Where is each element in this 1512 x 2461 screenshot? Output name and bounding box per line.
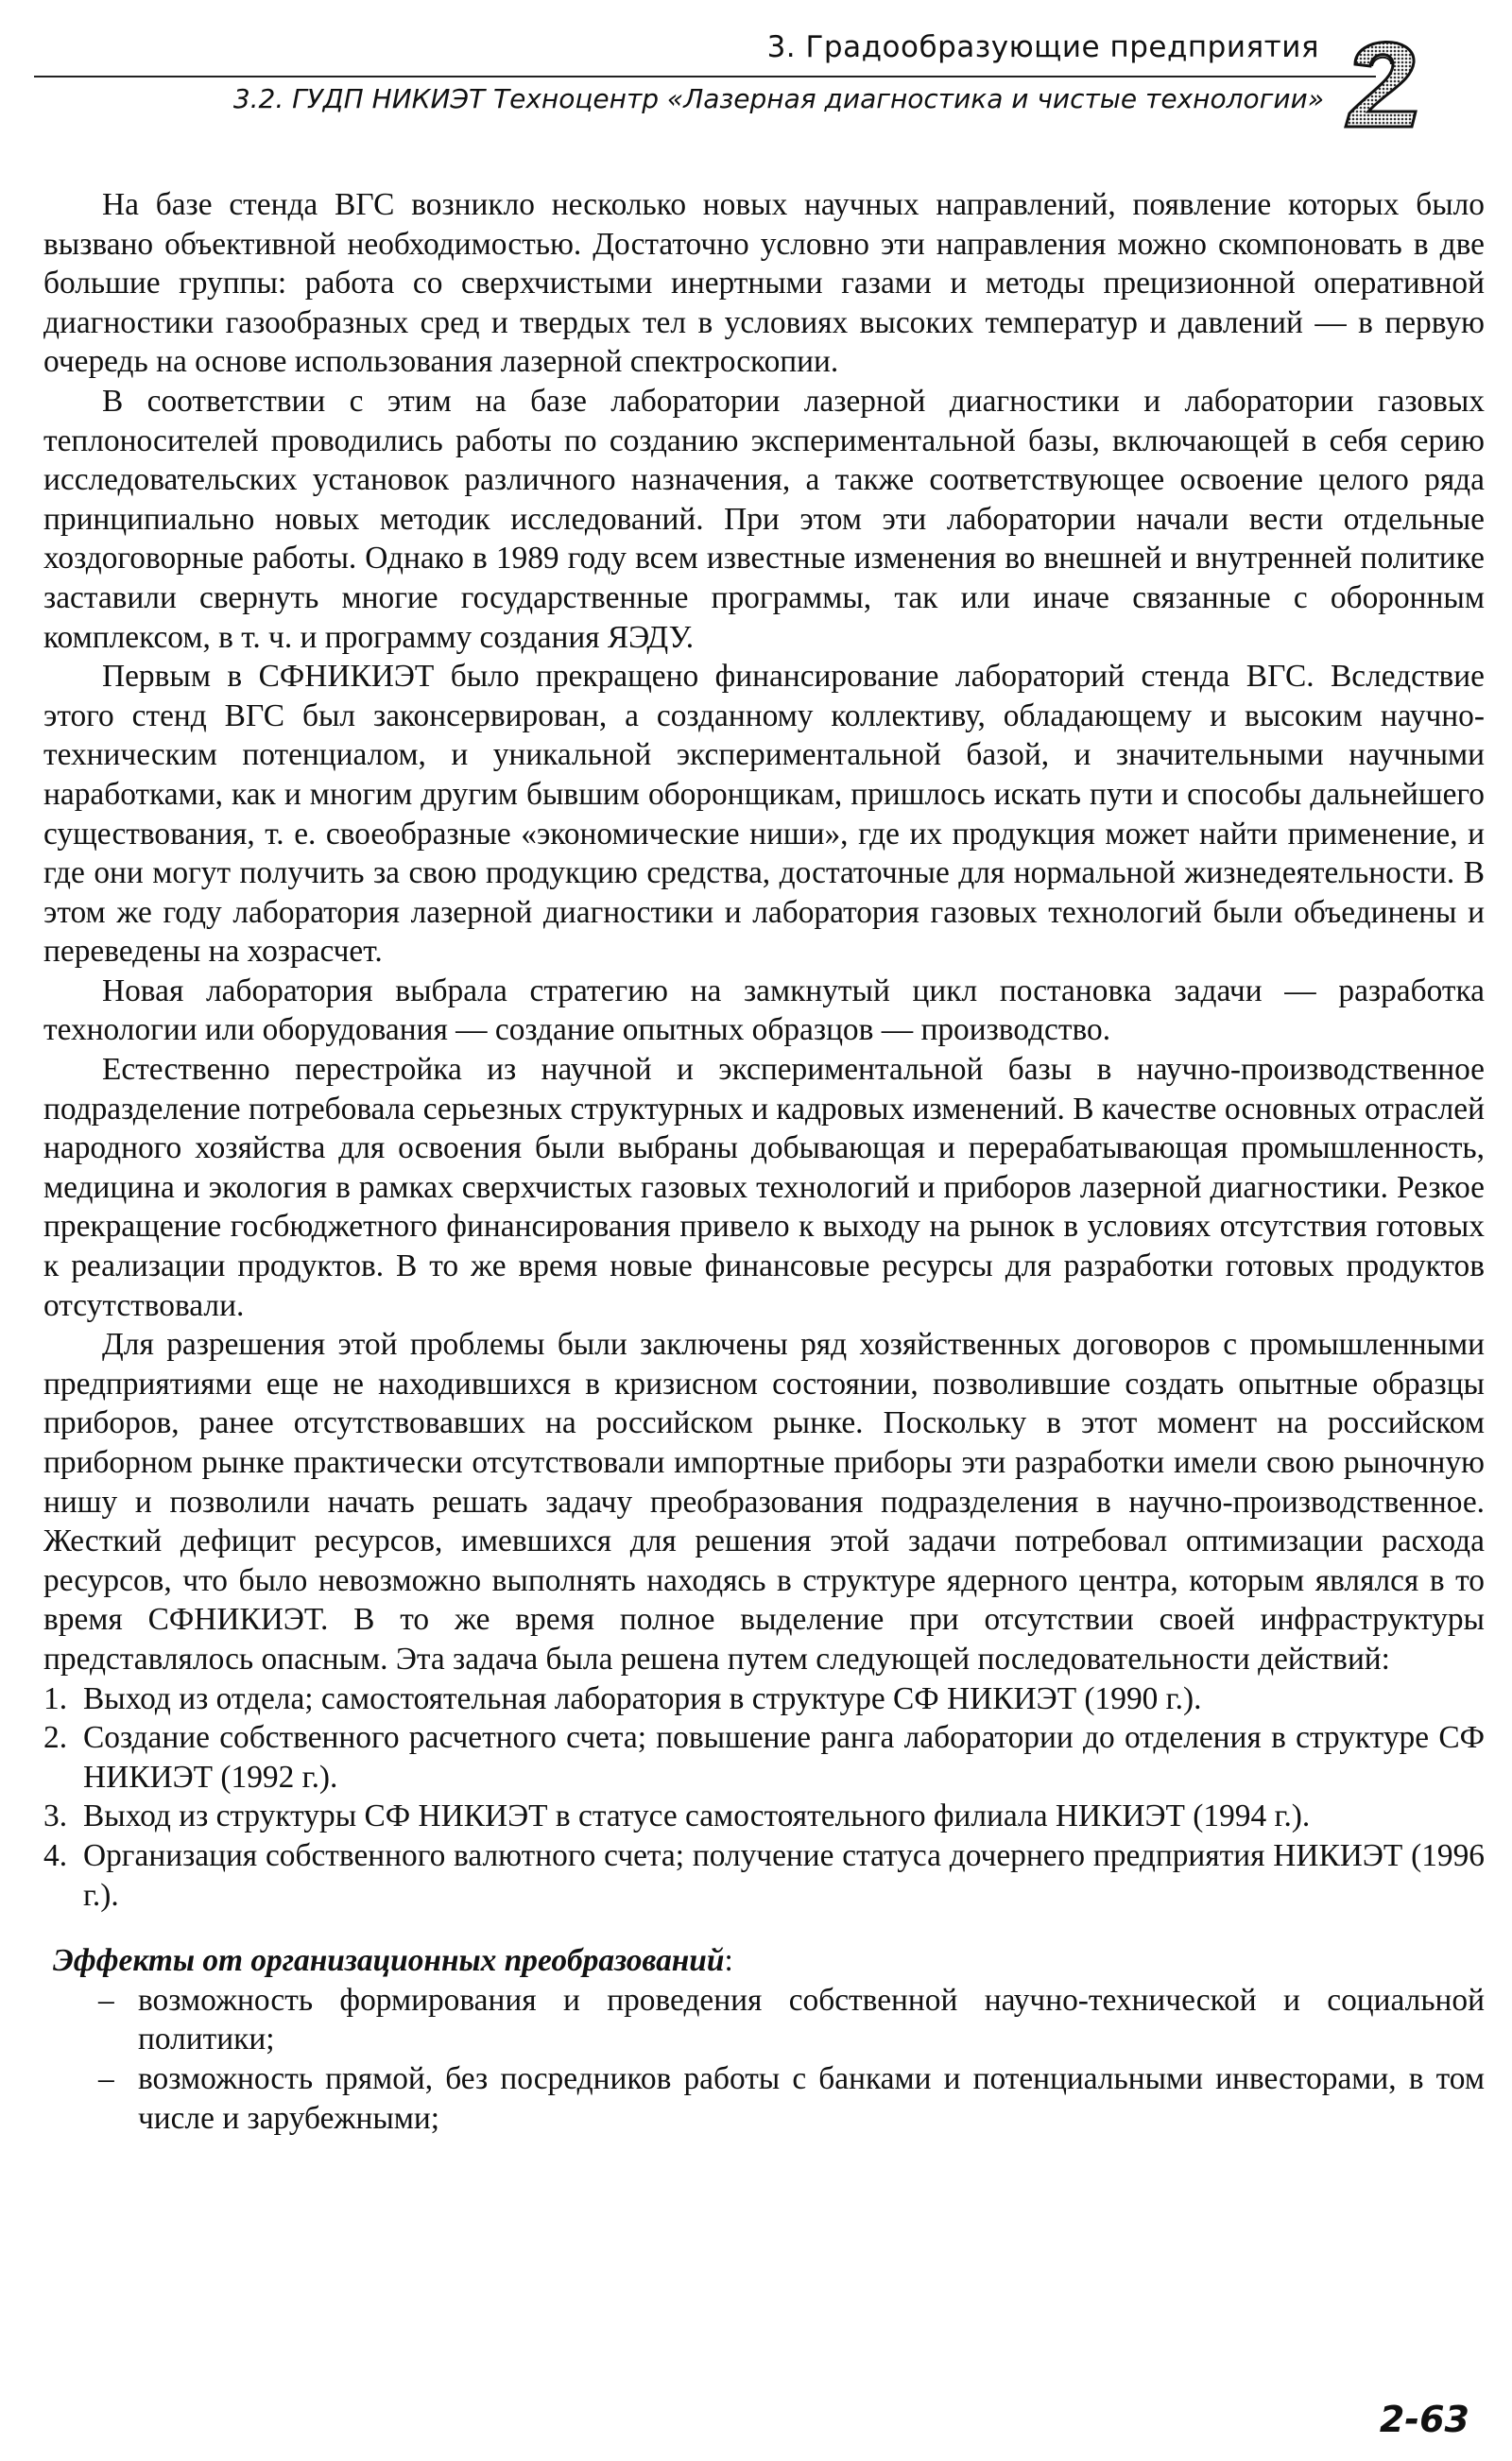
steps-list [43,1679,1485,1916]
list-number: 1. [43,1680,68,1716]
list-number: 4. [43,1837,68,1873]
page-number: 2-63 [1379,2399,1469,2440]
list-item-text: Создание собственного расчетного счета; повышение ранга лаборатории до отделения в структуре СФ НИКИЭТ (1992 г.). [83,1720,1485,1795]
article-body [43,185,1485,2138]
header-rule [34,76,1376,77]
list-item-text: возможность прямой, без посредников работы с банками и потенциальными инвесторами, в том числе и зарубежными; [138,2060,1485,2136]
effects-heading [43,1941,1485,1981]
list-item [43,1679,1485,1719]
paragraph: Для разрешения этой проблемы были заключены ряд хозяйственных договоров с промышленными предприятиями еще не находившихся в кризисном состоянии, позволившие создать опытные образцы приборов, ранее отсутствовавших на российском рынке. Поскольку в этот момент на российском приборном рынке практически отсутствовали импортные приборы эти разработки имели свою рыночную нишу и позволили начать решать задачу преобразования подразделения в научно-производственное. Жесткий дефицит ресурсов, имевшихся для решения этой задачи потребовал оптимизации расхода ресурсов, что было невозможно выполнять находясь в структуре ядерного центра, которым являлся в то время СФНИКИЭТ. В то же время полное выделение при отсутствии своей инфраструктуры представлялось опасным. Эта задача была решена путем следующей последовательности действий: [43,1327,1485,1677]
list-item [43,2059,1485,2138]
paragraph: В соответствии с этим на базе лаборатории лазерной диагностики и лаборатории газовых теплоносителей проводились работы по созданию экспериментальной базы, включающей в себя серию исследовательских установок различного назначения, а также соответствующее освоение целого ряда принципиально новых методик исследований. При этом эти лаборатории начали вести отдельные хоздоговорные работы. Однако в 1989 году всем известные изменения во внешней и внутренней политике заставили свернуть многие государственные программы, так или иначе связанные с оборонным комплексом, в т. ч. и программу создания ЯЭДУ. [43,383,1485,655]
list-item-text: Выход из отдела; самостоятельная лаборатория в структуре СФ НИКИЭТ (1990 г.). [83,1680,1202,1716]
section-title: 3.2. ГУДП НИКИЭТ Техноцентр «Лазерная диагностика и чистые технологии» [232,83,1324,114]
list-dash: – [98,2060,114,2096]
list-item [43,1836,1485,1915]
list-number: 3. [43,1798,68,1834]
list-item [43,1797,1485,1836]
list-item [43,1981,1485,2059]
chapter-number-2-logo-icon [1329,26,1433,130]
effects-heading-text: Эффекты от организационных преобразований [53,1943,725,1979]
effects-list [43,1981,1485,2138]
chapter-title: 3. Градообразующие предприятия [766,30,1319,64]
paragraph: Естественно перестройка из научной и экспериментальной базы в научно-производственное подразделение потребовала серьезных структурных и кадровых изменений. В качестве основных отраслей народного хозяйства для освоения были выбраны добывающая и перерабатывающая промышленность, медицина и экология в рамках сверхчистых газовых технологий и приборов лазерной диагностики. Резкое прекращение госбюджетного финансирования привело к выходу на рынок в условиях отсутствия готовых к реализации продуктов. В то же время новые финансовые ресурсы для разработки готовых продуктов отсутствовали. [43,1052,1485,1323]
list-item-text: Выход из структуры СФ НИКИЭТ в статусе самостоятельного филиала НИКИЭТ (1994 г.). [83,1798,1311,1834]
running-header [34,26,1452,135]
paragraph: Первым в СФНИКИЭТ было прекращено финансирование лабораторий стенда ВГС. Вследствие этого стенд ВГС был законсервирован, а созданному коллективу, обладающему и высоким научно-техническим потенциалом, и уникальной экспериментальной базой, и значительными научными наработками, как и многим другим бывшим оборонщикам, пришлось искать пути и способы дальнейшего существования, т. е. своеобразные «экономические ниши», где их продукция может найти применение, и где они могут получить за свою продукцию средства, достаточные для нормальной жизнедеятельности. В этом же году лаборатория лазерной диагностики и лаборатория газовых технологий были объединены и переведены на хозрасчет. [43,659,1485,970]
list-item-text: возможность формирования и проведения собственной научно-технической и социальной политики; [138,1982,1485,2057]
paragraph: Новая лаборатория выбрала стратегию на замкнутый цикл постановка задачи — разработка технологии или оборудования — создание опытных образцов — производство. [43,972,1485,1048]
list-item-text: Организация собственного валютного счета; получение статуса дочернего предприятия НИКИЭТ (1996 г.). [83,1837,1485,1913]
list-dash: – [98,1982,114,2018]
list-item [43,1718,1485,1797]
effects-heading-colon: : [724,1943,733,1979]
paragraph: На базе стенда ВГС возникло несколько новых научных направлений, появление которых было вызвано объективной необходимостью. Достаточно условно эти направления можно скомпоновать в две большие группы: работа со сверхчистыми инертными газами и методы прецизионной оперативной диагностики газообразных сред и твердых тел в условиях высоких температур и давлений — в первую очередь на основе использования лазерной спектроскопии. [43,187,1485,380]
list-number: 2. [43,1720,68,1756]
